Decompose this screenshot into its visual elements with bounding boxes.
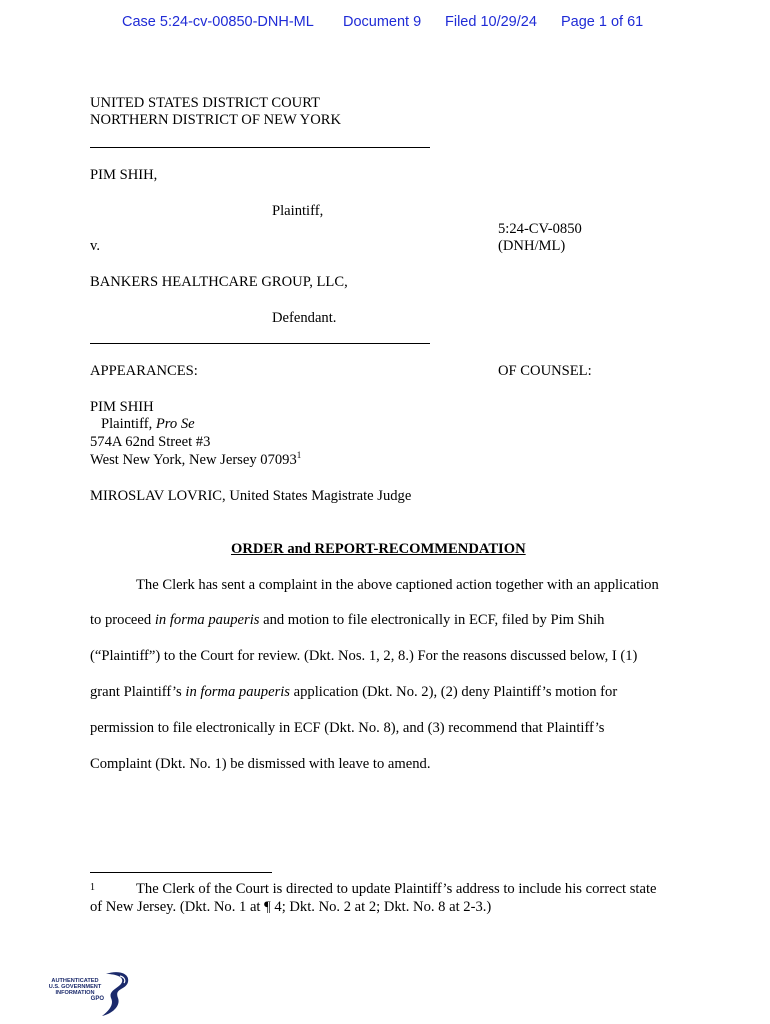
pro-se-italic: Pro Se: [155, 416, 195, 432]
party-role-prefix: Plaintiff,: [101, 416, 156, 432]
footnote-number: 1: [90, 882, 95, 893]
plaintiff-name: PIM SHIH,: [90, 167, 158, 183]
caption-bottom-rule: [90, 343, 430, 344]
body-line-3: (“Plaintiff”) to the Court for review. (Dkt. Nos. 1, 2, 8.) For the reasons discussed below, I (1): [90, 648, 638, 664]
party-name: PIM SHIH: [90, 399, 154, 415]
eagle-icon: [100, 970, 134, 1018]
party-role: [101, 416, 195, 433]
body-line-1: The Clerk has sent a complaint in the above captioned action together with an application: [136, 577, 659, 593]
versus: v.: [90, 238, 100, 254]
address-line1: 574A 62nd Street #3: [90, 434, 211, 450]
case-number-line2: (DNH/ML): [498, 238, 566, 254]
body-line-6: Complaint (Dkt. No. 1) be dismissed with leave to amend.: [90, 756, 431, 772]
court-name-line1: UNITED STATES DISTRICT COURT: [90, 95, 320, 111]
body-line-2: [90, 612, 604, 629]
appearances-label: APPEARANCES:: [90, 363, 198, 379]
seal-line3: INFORMATION: [55, 990, 95, 996]
footnote-separator: [90, 872, 272, 873]
seal-line1: AUTHENTICATED: [51, 978, 99, 984]
body-line-2-b: and motion to file electronically in ECF, filed by Pim Shih: [259, 612, 605, 628]
address-line2-text: West New York, New Jersey 07093: [90, 452, 297, 468]
body-line-4: [90, 684, 617, 701]
footnote-line2: of New Jersey. (Dkt. No. 1 at ¶ 4; Dkt. No. 2 at 2; Dkt. No. 8 at 2-3.): [90, 899, 492, 915]
page-count-header: Page 1 of 61: [561, 14, 644, 30]
body-line-4-a: grant Plaintiff’s: [90, 684, 186, 700]
plaintiff-role: Plaintiff,: [272, 203, 324, 219]
caption-top-rule: [90, 147, 430, 148]
judge-line: MIROSLAV LOVRIC, United States Magistrate Judge: [90, 488, 412, 504]
seal-line4: GPO: [90, 996, 104, 1002]
address-line2: [90, 452, 301, 469]
body-line-2-italic: in forma pauperis: [154, 612, 260, 628]
defendant-name: BANKERS HEALTHCARE GROUP, LLC,: [90, 274, 348, 290]
of-counsel-label: OF COUNSEL:: [498, 363, 592, 379]
body-line-5: permission to file electronically in ECF (Dkt. No. 8), and (3) recommend that Plaintiff’s: [90, 720, 605, 736]
body-line-4-italic: in forma pauperis: [185, 684, 290, 700]
gpo-authentication-seal: [44, 970, 134, 1018]
footnote-line1: The Clerk of the Court is directed to update Plaintiff’s address to include his correct state: [136, 881, 657, 897]
seal-line2: U.S. GOVERNMENT: [48, 984, 102, 990]
case-number-header: Case 5:24-cv-00850-DNH-ML: [122, 14, 314, 30]
body-line-2-a: to proceed: [90, 612, 155, 628]
order-title: ORDER and REPORT-RECOMMENDATION: [231, 541, 526, 557]
case-number-line1: 5:24-CV-0850: [498, 221, 582, 237]
footnote-ref[interactable]: 1: [296, 450, 302, 461]
filed-date-header: Filed 10/29/24: [445, 14, 537, 30]
gpo-seal-text: [44, 978, 106, 1002]
court-name-line2: NORTHERN DISTRICT OF NEW YORK: [90, 112, 342, 128]
defendant-role: Defendant.: [272, 310, 337, 326]
body-line-4-b: application (Dkt. No. 2), (2) deny Plaintiff’s motion for: [289, 684, 618, 700]
document-number-header: Document 9: [343, 14, 422, 30]
